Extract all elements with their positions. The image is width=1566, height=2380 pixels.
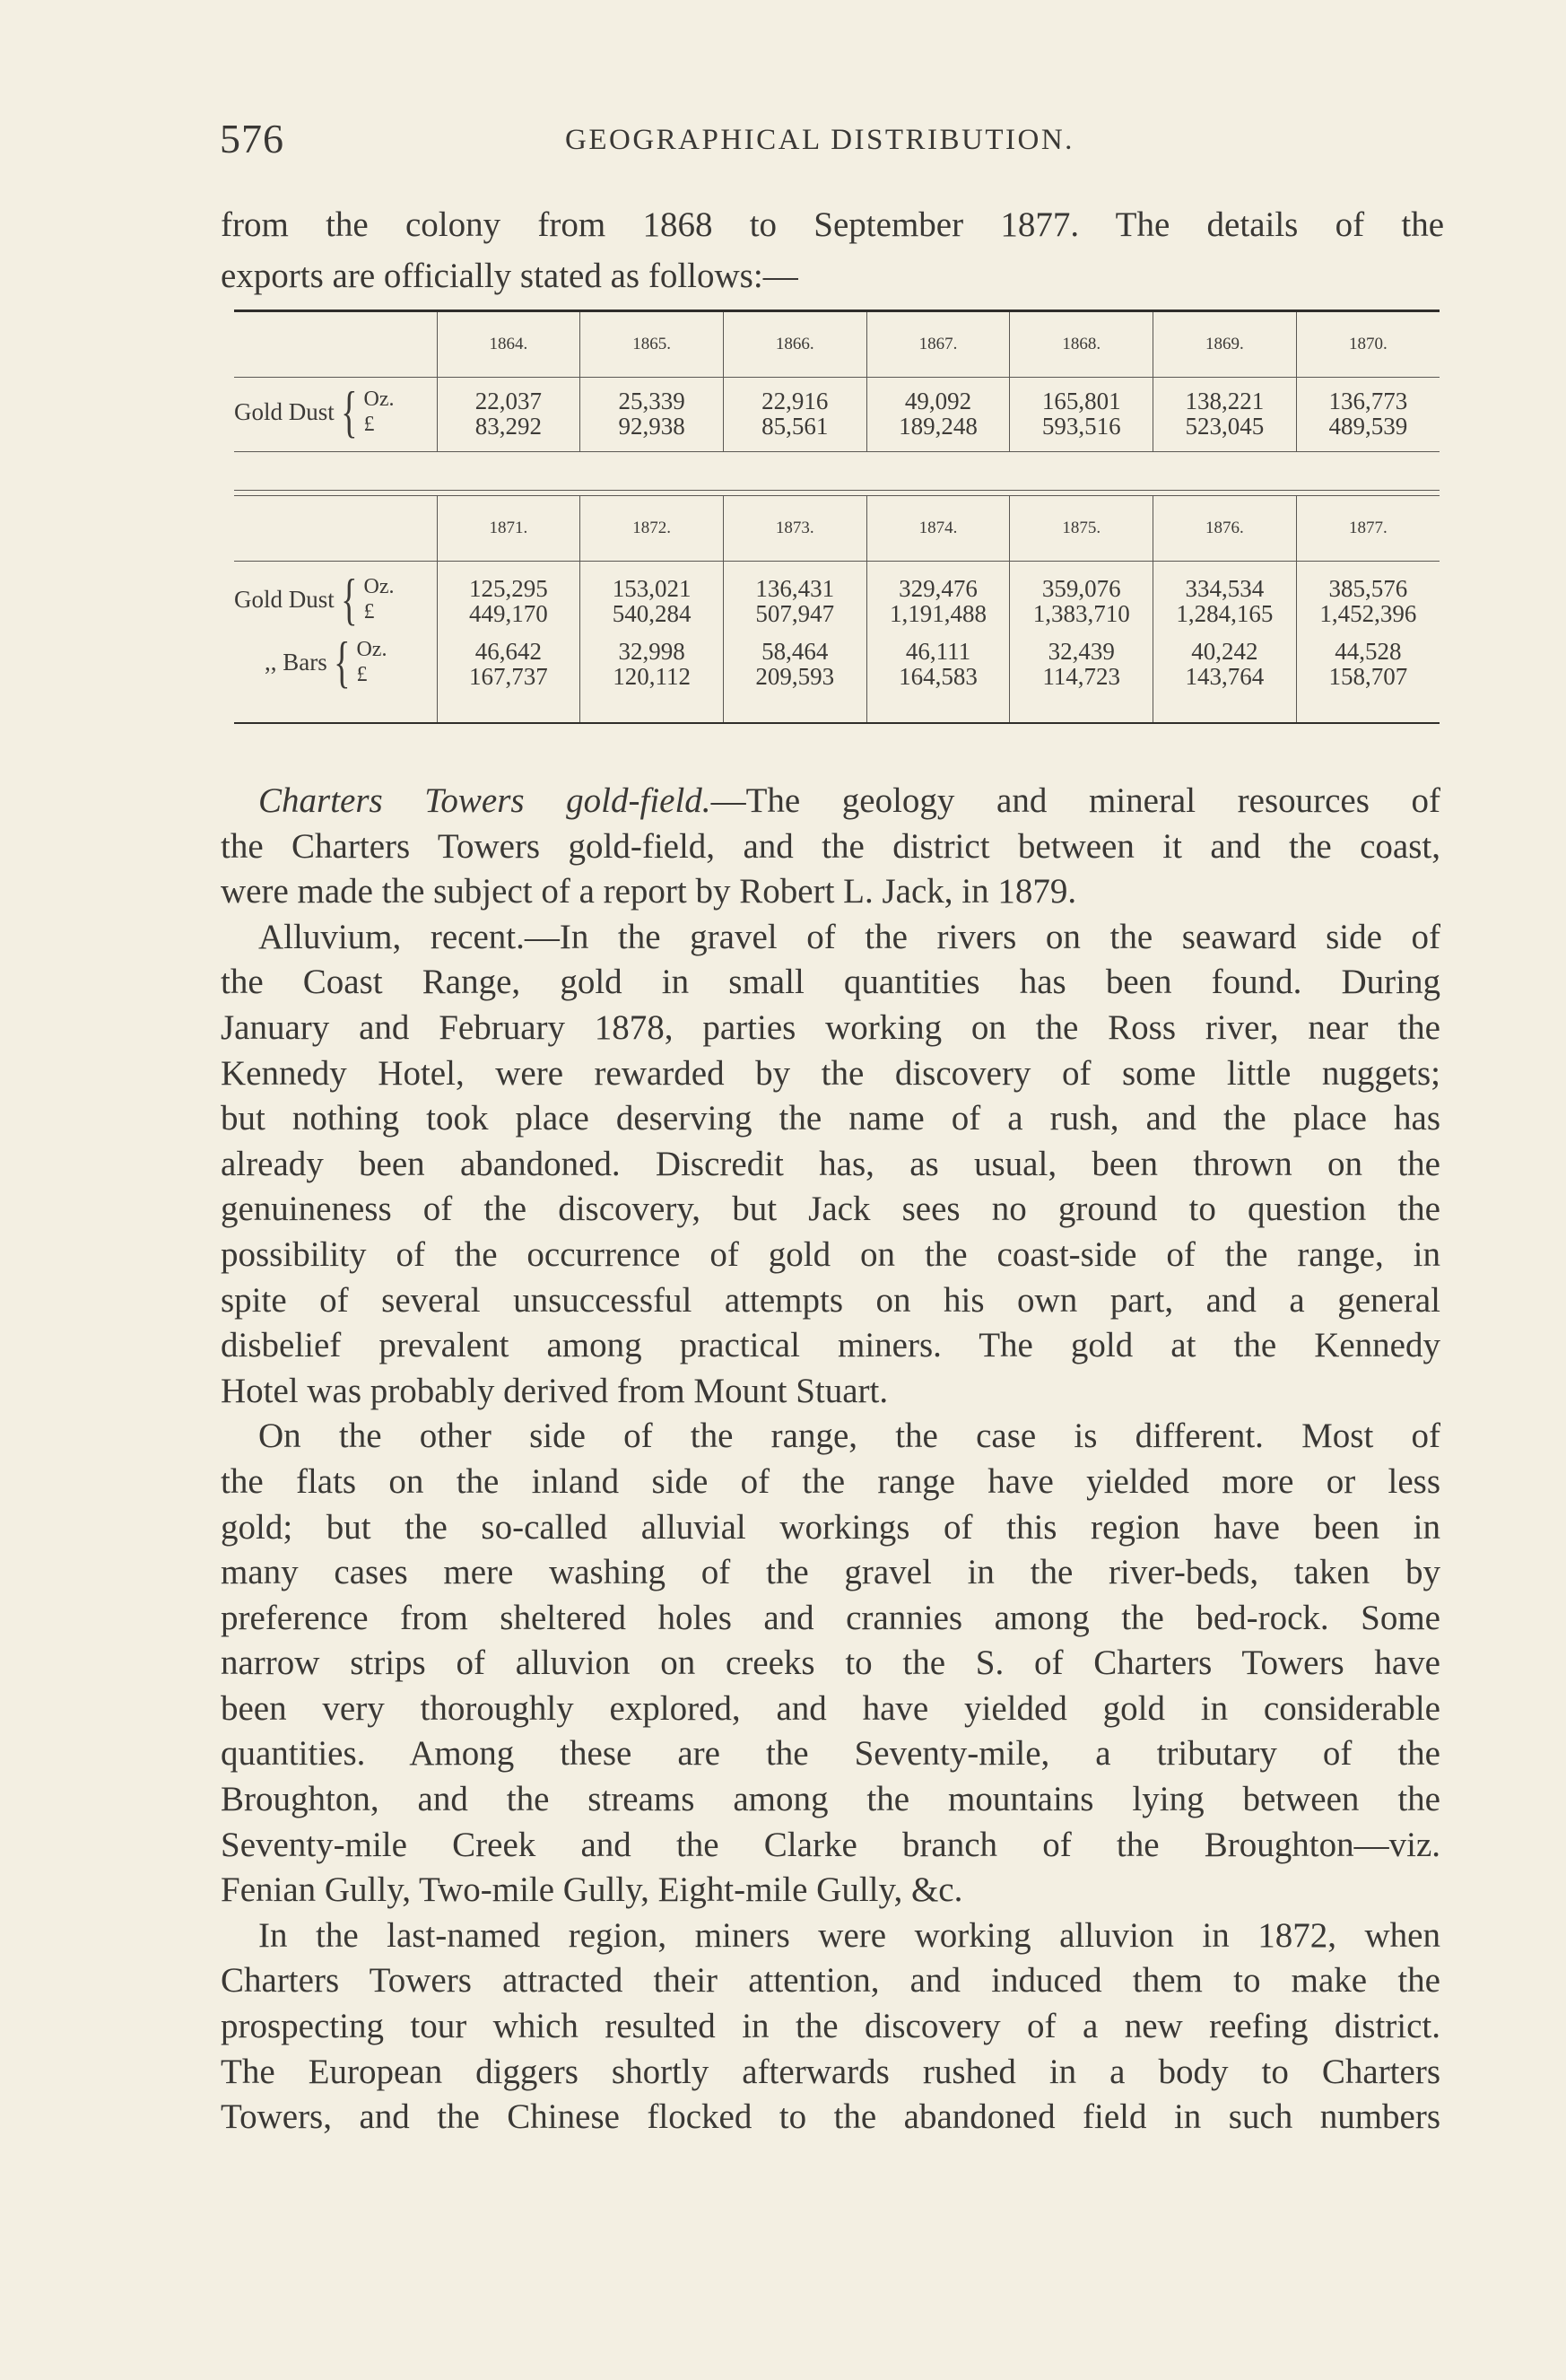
oz-value: 329,476 (899, 575, 978, 602)
pound-value: 92,938 (618, 413, 685, 440)
pound-value: 593,516 (1041, 413, 1121, 440)
body-line: disbelief prevalent among practical miners. The gold at the Kennedy (221, 1326, 1440, 1365)
oz-value: 22,916 (761, 388, 829, 414)
body-line: gold; but the so-called alluvial workings of this region have been in (221, 1507, 1440, 1547)
oz-value: 44,528 (1335, 638, 1402, 665)
table-cell (1153, 378, 1297, 452)
pound-value: 523,045 (1185, 413, 1265, 440)
brace-symbol: { (340, 379, 358, 443)
body-line: were made the subject of a report by Robert L. Jack, in 1879. (221, 872, 1077, 911)
oz-value: 136,431 (755, 575, 835, 602)
pound-value: 209,593 (755, 663, 835, 690)
pound-value: 120,112 (613, 663, 691, 690)
oz-value: 165,801 (1041, 388, 1121, 414)
pound-value: 143,764 (1185, 663, 1265, 690)
body-line: possibility of the occurrence of gold on the coast-side of the range, in (221, 1234, 1440, 1274)
table-cell (580, 562, 724, 631)
table-corner (234, 496, 437, 562)
brace-symbol: { (333, 630, 351, 693)
oz-value: 385,576 (1328, 575, 1408, 602)
body-line: the Charters Towers gold-field, and the district between it and the coast, (221, 826, 1440, 866)
table-cell (1153, 630, 1297, 723)
pound-value: 85,561 (761, 413, 829, 440)
body-line: The European diggers shortly afterwards rushed in a body to Charters (221, 2052, 1440, 2091)
year-header: 1867. (866, 311, 1010, 378)
body-line: narrow strips of alluvion on creeks to the S. of Charters Towers have (221, 1643, 1440, 1683)
oz-value: 46,642 (474, 638, 542, 665)
table-cell (723, 630, 866, 723)
oz-value: 334,534 (1185, 575, 1265, 602)
table-header-row (234, 496, 1440, 562)
table-cell (580, 630, 724, 723)
intro-line: from the colony from 1868 to September 1877. The details of the (221, 205, 1444, 244)
oz-value: 32,439 (1048, 638, 1115, 665)
body-line: Charters Towers attracted their attention, and induced them to make the (221, 1961, 1440, 2001)
table-cell (437, 562, 580, 631)
table-cell (1296, 562, 1440, 631)
year-header: 1869. (1153, 311, 1297, 378)
table-cell (437, 378, 580, 452)
body-line: January and February 1878, parties working on the Ross river, near the (221, 1007, 1440, 1047)
oz-value: 58,464 (761, 638, 829, 665)
row-label (234, 562, 437, 631)
table-cell (866, 378, 1010, 452)
table-cell (437, 630, 580, 723)
year-header: 1876. (1153, 496, 1297, 562)
pound-value: 507,947 (755, 600, 835, 627)
pound-value: 1,284,165 (1176, 600, 1274, 627)
body-line: spite of several unsuccessful attempts on his own part, and a general (221, 1280, 1440, 1320)
intro-paragraph (221, 199, 1444, 301)
table-row-gold-dust (234, 562, 1440, 631)
body-line: Towers, and the Chinese flocked to the abandoned field in such numbers (221, 2097, 1440, 2137)
body-line: the Coast Range, gold in small quantities has been found. During (221, 963, 1440, 1002)
row-name: Gold Dust (234, 398, 335, 425)
exports-table-1871-1877 (234, 495, 1440, 724)
year-header: 1864. (437, 311, 580, 378)
body-line: Alluvium, recent.—In the gravel of the rivers on the seaward side of (258, 917, 1440, 956)
year-header: 1870. (1296, 311, 1440, 378)
table-cell (723, 562, 866, 631)
body-line: genuineness of the discovery, but Jack sees no ground to question the (221, 1190, 1440, 1229)
table-row-bars (234, 630, 1440, 723)
line-text: —The geology and mineral resources of (710, 781, 1440, 820)
row-name: ,, Bars (265, 649, 327, 676)
table-cell (1010, 562, 1153, 631)
year-header: 1865. (580, 311, 724, 378)
brace-symbol: { (340, 567, 358, 631)
unit-oz: Oz. (363, 388, 395, 411)
oz-value: 46,111 (905, 638, 971, 665)
body-line: On the other side of the range, the case is different. Most of (258, 1417, 1440, 1456)
row-name: Gold Dust (234, 586, 335, 613)
section-heading: Charters Towers gold-field. (258, 781, 711, 820)
pound-value: 1,191,488 (889, 600, 987, 627)
body-line: Seventy-mile Creek and the Clarke branch of the Broughton—viz. (221, 1825, 1440, 1864)
row-label (234, 630, 437, 723)
pound-value: 164,583 (899, 663, 978, 690)
body-line: been very thoroughly explored, and have yielded gold in considerable (221, 1688, 1440, 1728)
exports-table-1864-1870 (234, 309, 1440, 452)
year-header: 1872. (580, 496, 724, 562)
body-line: Hotel was probably derived from Mount Stuart. (221, 1371, 889, 1410)
body-line: prospecting tour which resulted in the discovery of a new reefing district. (221, 2007, 1440, 2046)
oz-value: 138,221 (1185, 388, 1265, 414)
year-header: 1871. (437, 496, 580, 562)
body-line: Fenian Gully, Two-mile Gully, Eight-mile Gully, &c. (221, 1870, 963, 1910)
table-corner (234, 311, 437, 378)
year-header: 1873. (723, 496, 866, 562)
body-line: preference from sheltered holes and crannies among the bed-rock. Some (221, 1598, 1440, 1637)
pound-value: 489,539 (1328, 413, 1408, 440)
unit-oz: Oz. (356, 638, 387, 661)
table-cell (866, 630, 1010, 723)
oz-value: 22,037 (474, 388, 542, 414)
table-cell (1010, 378, 1153, 452)
pound-value: 1,383,710 (1032, 600, 1130, 627)
running-head: GEOGRAPHICAL DISTRIBUTION. (565, 124, 1074, 156)
body-line: Kennedy Hotel, were rewarded by the discovery of some little nuggets; (221, 1053, 1440, 1093)
pound-value: 540,284 (612, 600, 692, 627)
row-label (234, 378, 437, 452)
pound-value: 449,170 (469, 600, 548, 627)
table-cell (580, 378, 724, 452)
pound-value: 114,723 (1042, 663, 1121, 690)
unit-oz: Oz. (363, 575, 395, 598)
oz-value: 153,021 (612, 575, 692, 602)
year-header: 1877. (1296, 496, 1440, 562)
body-line: but nothing took place deserving the name of a rush, and the place has (221, 1099, 1440, 1138)
body-line: In the last-named region, miners were working alluvion in 1872, when (258, 1915, 1440, 1955)
body-line: quantities. Among these are the Seventy-mile, a tributary of the (221, 1734, 1440, 1774)
table-divider-rule (234, 490, 1440, 491)
table-cell (723, 378, 866, 452)
table-cell (1010, 630, 1153, 723)
oz-value: 125,295 (469, 575, 548, 602)
body-line: already been abandoned. Discredit has, as usual, been thrown on the (221, 1144, 1440, 1183)
intro-line: exports are officially stated as follows:— (221, 257, 798, 295)
table-cell (866, 562, 1010, 631)
year-header: 1866. (723, 311, 866, 378)
year-header: 1868. (1010, 311, 1153, 378)
year-header: 1875. (1010, 496, 1153, 562)
table-header-row (234, 311, 1440, 378)
pound-value: 83,292 (474, 413, 542, 440)
pound-value: 158,707 (1328, 663, 1408, 690)
table-cell (1153, 562, 1297, 631)
body-line (221, 779, 1440, 824)
oz-value: 40,242 (1191, 638, 1258, 665)
body-line: Broughton, and the streams among the mountains lying between the (221, 1780, 1440, 1819)
oz-value: 136,773 (1328, 388, 1408, 414)
table-cell (1296, 630, 1440, 723)
oz-value: 49,092 (904, 388, 972, 414)
unit-pound: £ (356, 663, 368, 686)
oz-value: 359,076 (1041, 575, 1121, 602)
pound-value: 167,737 (469, 663, 548, 690)
body-text (221, 779, 1440, 2140)
body-line: the flats on the inland side of the range have yielded more or less (221, 1461, 1440, 1501)
year-header: 1874. (866, 496, 1010, 562)
oz-value: 32,998 (618, 638, 685, 665)
page-number: 576 (220, 116, 284, 161)
table-row-gold-dust (234, 378, 1440, 452)
pound-value: 1,452,396 (1319, 600, 1417, 627)
unit-pound: £ (363, 413, 375, 436)
oz-value: 25,339 (618, 388, 685, 414)
table-cell (1296, 378, 1440, 452)
body-line: many cases mere washing of the gravel in the river-beds, taken by (221, 1553, 1440, 1592)
pound-value: 189,248 (899, 413, 978, 440)
unit-pound: £ (363, 600, 375, 623)
